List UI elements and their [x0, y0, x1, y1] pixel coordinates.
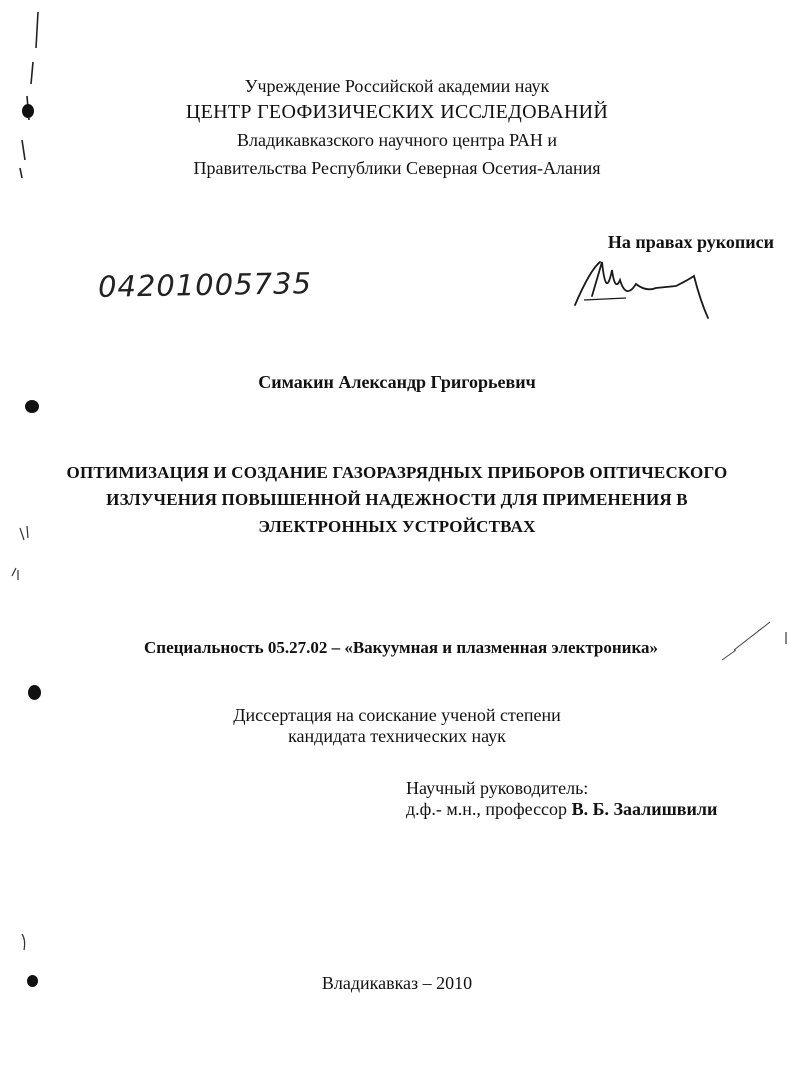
dissertation-title-line-2: ИЗЛУЧЕНИЯ ПОВЫШЕННОЙ НАДЕЖНОСТИ ДЛЯ ПРИМЕНЕНИЯ В [106, 490, 688, 509]
place-year: Владикавказ – 2010 [321, 973, 473, 993]
author-name: Симакин Александр Григорьевич [258, 372, 536, 392]
rights-note: На правах рукописи [607, 232, 774, 252]
degree-line-1: Диссертация на соискание ученой степени [233, 705, 561, 725]
institution-line-1: Учреждение Российской академии наук [244, 76, 550, 96]
supervisor-title: д.ф.- м.н., профессор [406, 799, 568, 819]
supervisor-label: Научный руководитель: [406, 778, 589, 798]
dissertation-title-line-1: ОПТИМИЗАЦИЯ И СОЗДАНИЕ ГАЗОРАЗРЯДНЫХ ПРИБОРОВ ОПТИЧЕСКОГО [66, 463, 728, 482]
specialty: Специальность 05.27.02 – «Вакуумная и плазменная электроника» [144, 638, 658, 657]
handwritten-catalog-number: 04201005735 [97, 266, 313, 304]
supervisor-line [406, 799, 717, 820]
institution-line-3: Владикавказского научного центра РАН и [236, 130, 558, 150]
institution-name: ЦЕНТР ГЕОФИЗИЧЕСКИХ ИССЛЕДОВАНИЙ [185, 101, 609, 123]
supervisor-name: В. Б. Заалишвили [571, 799, 718, 819]
degree-line-2: кандидата технических наук [288, 726, 506, 746]
dissertation-title-line-3: ЭЛЕКТРОННЫХ УСТРОЙСТВАХ [258, 517, 536, 536]
institution-line-4: Правительства Республики Северная Осетия-Алания [193, 158, 601, 178]
